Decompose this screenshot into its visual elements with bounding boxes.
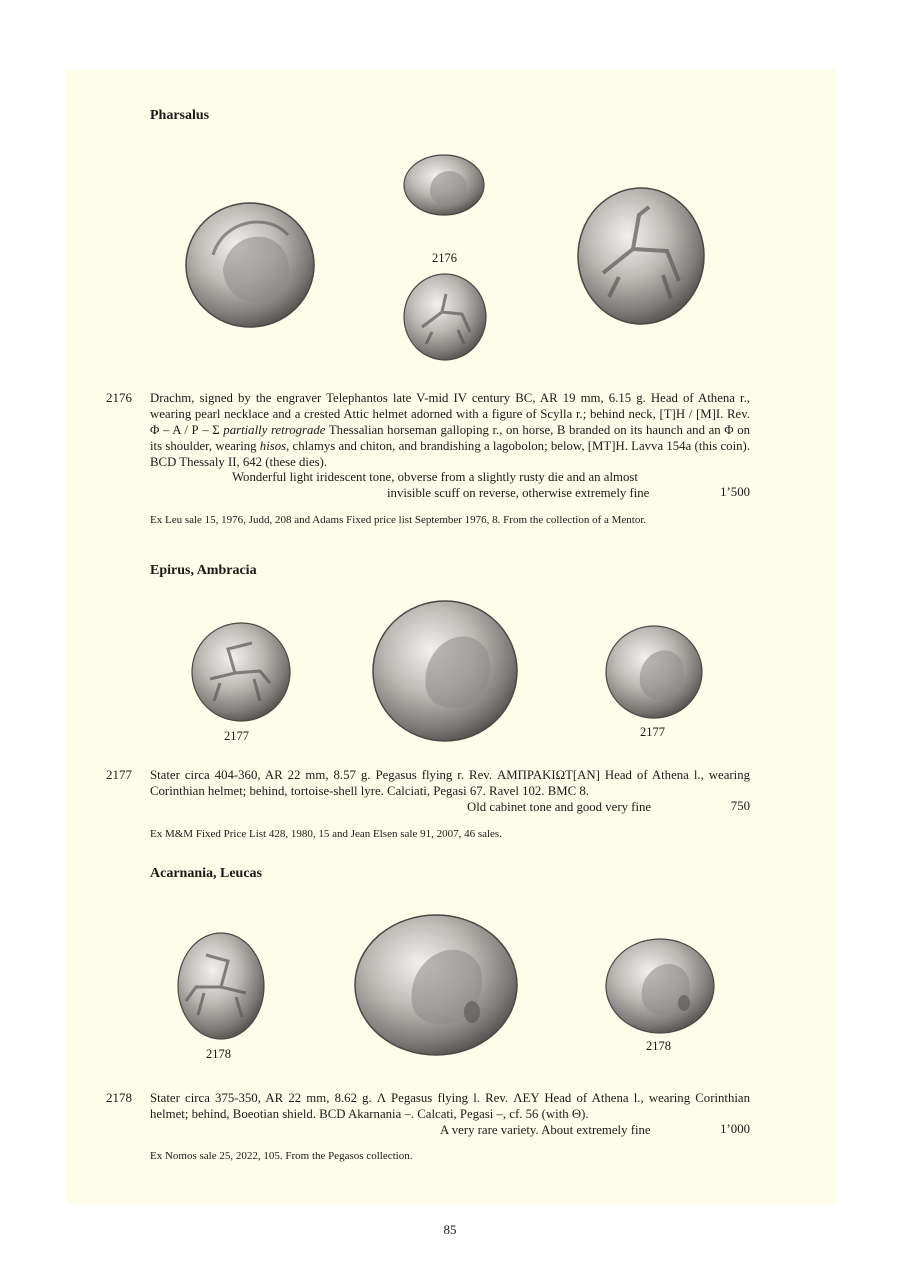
coin-caption-2178-left: 2178 <box>206 1047 231 1061</box>
lot-condition-2178: A very rare variety. About extremely fine <box>440 1123 651 1137</box>
lot-price-2176: 1’500 <box>720 485 750 499</box>
lot-provenance-2176: Ex Leu sale 15, 1976, Judd, 208 and Adams Fixed price list September 1976, 8. From the collection of a Mentor. <box>150 514 647 526</box>
coin-2178-obverse <box>176 931 266 1041</box>
coin-caption-2176: 2176 <box>432 251 457 265</box>
coin-2176-obverse-enlarged <box>183 200 317 330</box>
lot-description-2178: Stater circa 375-350, AR 22 mm, 8.62 g. Λ Pegasus flying l. Rev. ΛΕΥ Head of Athena l., wearing Corinthian helmet; behind, Boeotian shield. BCD Akarnania –. Calcati, Pegasi –, cf. 56 (with Θ). <box>150 1091 750 1121</box>
coin-2176-reverse <box>402 272 488 362</box>
coin-2177-obverse <box>190 621 292 723</box>
lot-condition-2176-line2: invisible scuff on reverse, otherwise extremely fine <box>387 486 650 500</box>
lot-description-2177: Stater circa 404-360, AR 22 mm, 8.57 g. Pegasus flying r. Rev. ΑΜΠΡΑΚΙΩΤ[ΑΝ] Head of Athena l., wearing Corinthian helmet; behind, tortoise-shell lyre. Calciati, Pegasi 67. Ravel 102. BMC 8. <box>150 768 750 798</box>
lot-description-2176: Drachm, signed by the engraver Telephantos late V-mid IV century BC, AR 19 mm, 6.15 g. Head of Athena r., wearing pearl necklace and a crested Attic helmet adorned with a figure of Scylla r.; behind neck, [T]H / [M]I. Rev. Φ – Α / Ρ – Σ partially retrograde Thessalian horseman galloping r., on horse, B branded on its haunch and an Φ on its shoulder, wearing hisos, chlamys and chiton, and brandishing a lagobolon; below, [MT]H. Lavva 154a (this coin). BCD Thessaly II, 642 (these dies). <box>150 391 751 469</box>
lot-condition-2177: Old cabinet tone and good very fine <box>467 800 652 814</box>
section-heading-acarnania-leucas: Acarnania, Leucas <box>150 866 262 881</box>
lot-condition-2176-line1: Wonderful light iridescent tone, obverse from a slightly rusty die and an almost <box>232 470 638 484</box>
lot-number-2178: 2178 <box>106 1090 132 1105</box>
coin-2178-reverse <box>604 937 716 1035</box>
coin-2176-obverse <box>402 153 486 217</box>
page-number: 85 <box>443 1222 457 1237</box>
lot-price-2178: 1’000 <box>720 1122 750 1136</box>
coin-2177-reverse-enlarged <box>370 598 520 744</box>
section-heading-epirus-ambracia: Epirus, Ambracia <box>150 563 257 578</box>
lot-provenance-2177: Ex M&M Fixed Price List 428, 1980, 15 and Jean Elsen sale 91, 2007, 46 sales. <box>150 828 502 840</box>
coin-2177-reverse <box>604 624 704 720</box>
lot-price-2177: 750 <box>730 799 750 813</box>
lot-number-2176: 2176 <box>106 390 132 405</box>
coin-2176-reverse-enlarged <box>575 185 707 327</box>
coin-2178-reverse-enlarged <box>352 912 520 1058</box>
coin-caption-2177-right: 2177 <box>640 725 665 739</box>
lot-number-2177: 2177 <box>106 767 132 782</box>
coin-caption-2177-left: 2177 <box>224 729 249 743</box>
coin-caption-2178-right: 2178 <box>646 1039 671 1053</box>
section-heading-pharsalus: Pharsalus <box>150 108 210 123</box>
lot-provenance-2178: Ex Nomos sale 25, 2022, 105. From the Pegasos collection. <box>150 1150 413 1162</box>
